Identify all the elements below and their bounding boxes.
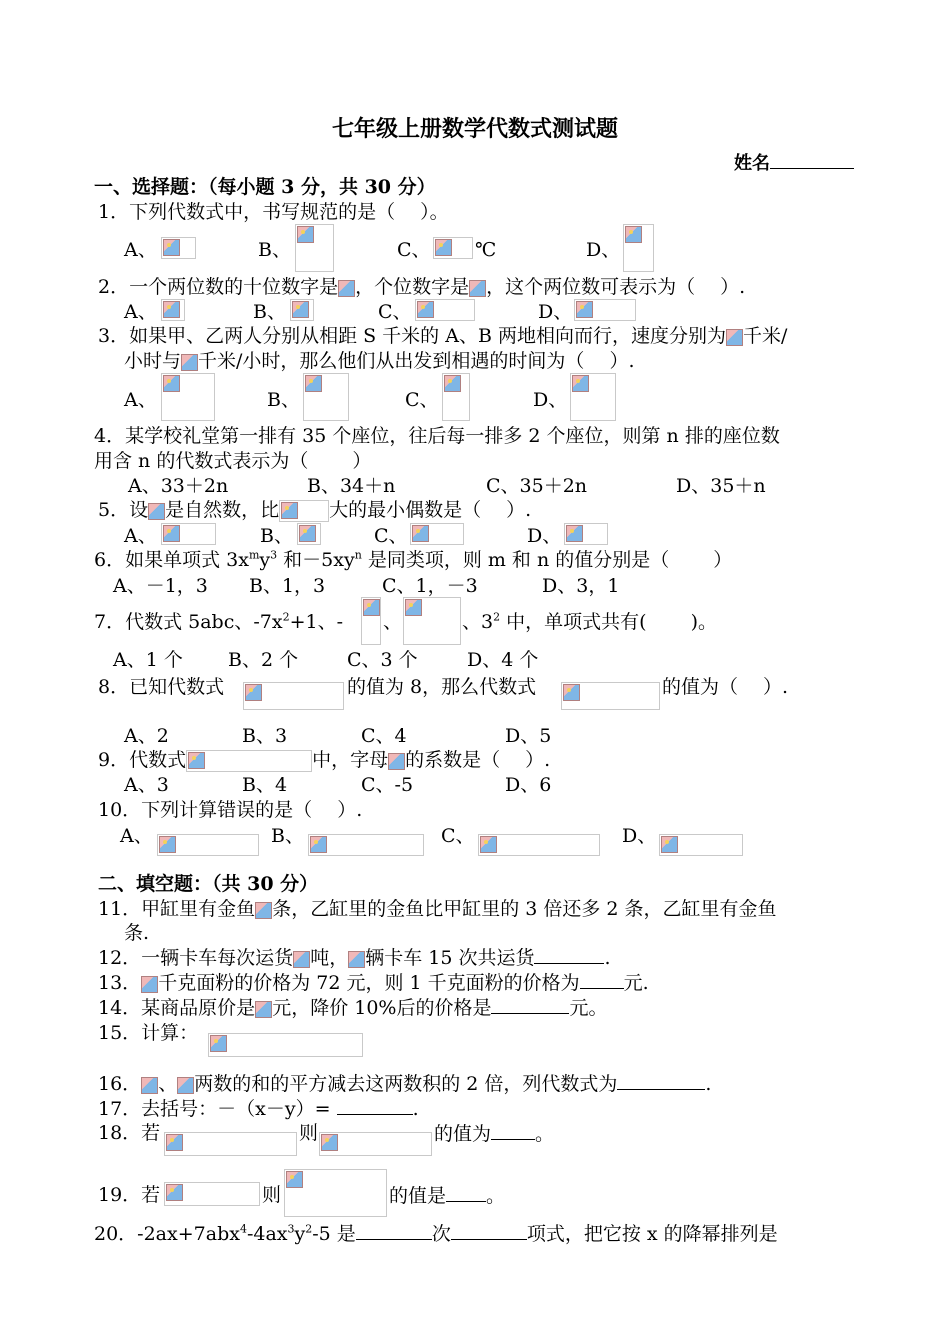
q16-part3: 两数的和的平方减去这两数积的 2 倍，列代数式为 bbox=[194, 1073, 618, 1095]
q7-stem-part4: 、3 bbox=[462, 611, 494, 633]
q3-option-c-label: C、 bbox=[405, 389, 439, 411]
q2-option-a-label: A、 bbox=[124, 301, 157, 323]
q4-option-d: D、35＋n bbox=[676, 475, 766, 497]
q19-part1: 19．若 bbox=[98, 1184, 161, 1206]
q4-option-a: A、33＋2n bbox=[128, 475, 229, 497]
q19-condition-image bbox=[164, 1182, 260, 1206]
q11-variable-image bbox=[255, 902, 272, 919]
q19-part2: 则 bbox=[262, 1184, 282, 1206]
q13-variable-image bbox=[141, 976, 158, 993]
q5-option-d-formula-image bbox=[564, 523, 608, 545]
q12-part3: 辆卡车 15 次共运货 bbox=[365, 947, 535, 969]
q10-option-c-label: C、 bbox=[441, 825, 475, 847]
q11-line1 bbox=[98, 897, 777, 921]
q1-option-a-formula-image bbox=[161, 237, 196, 259]
q16-part1: 16． bbox=[98, 1073, 142, 1095]
q13 bbox=[98, 970, 649, 995]
q6-option-c: C、1，－3 bbox=[382, 575, 478, 597]
q10-option-b-label: B、 bbox=[271, 825, 304, 847]
q12 bbox=[98, 945, 611, 970]
q9-stem-part3: 的系数是（ ）. bbox=[405, 749, 551, 771]
q20-part1: 20．-2ax+7abx bbox=[94, 1223, 240, 1245]
q18-part2: 则 bbox=[299, 1122, 319, 1144]
q9-option-b: B、4 bbox=[242, 774, 288, 796]
q18-expression-image bbox=[319, 1132, 432, 1156]
q5-stem-part3: 大的最小偶数是（ ）. bbox=[329, 499, 532, 521]
q8-expression1-image bbox=[243, 682, 344, 710]
q19-fraction-image bbox=[284, 1169, 387, 1217]
q5-option-a-label: A、 bbox=[124, 525, 157, 547]
q3-speed1-image bbox=[726, 329, 743, 346]
q6-stem-part1: 6．如果单项式 3x bbox=[94, 549, 249, 571]
q9-letter-image bbox=[388, 753, 405, 770]
q12-variable-b-image bbox=[348, 951, 365, 968]
q5-option-d-label: D、 bbox=[527, 525, 562, 547]
q13-answer-blank bbox=[580, 970, 624, 989]
q9-expression-image bbox=[186, 750, 312, 772]
q12-part2: 吨， bbox=[310, 947, 349, 969]
q8-option-a: A、2 bbox=[124, 725, 169, 747]
q9-option-a: A、3 bbox=[124, 774, 169, 796]
name-blank bbox=[770, 150, 854, 169]
q14-part2: 元，降价 10%后的价格是 bbox=[272, 997, 492, 1019]
q7-stem-part2: +1、- bbox=[289, 611, 344, 633]
q14 bbox=[98, 995, 607, 1020]
q13-part3: 元. bbox=[623, 972, 649, 994]
q3-line2-part1: 小时与 bbox=[124, 350, 182, 372]
q2-option-a-formula-image bbox=[161, 299, 185, 321]
q3-speed2-image bbox=[181, 354, 198, 371]
q11-line2: 条. bbox=[124, 922, 150, 944]
q8-stem-part1: 8．已知代数式 bbox=[98, 676, 225, 698]
q20-part2: -4ax bbox=[246, 1223, 288, 1245]
q13-part1: 13． bbox=[98, 972, 142, 994]
q17-part1: 17．去括号：－（x－y）= bbox=[98, 1098, 337, 1120]
q15-label: 15．计算： bbox=[98, 1022, 199, 1044]
q20-exp-2: 2 bbox=[305, 1222, 313, 1236]
q5-option-a-formula-image bbox=[161, 523, 216, 545]
q14-part3: 元。 bbox=[569, 997, 608, 1019]
q1-option-c-unit: ℃ bbox=[475, 239, 497, 261]
q15-expression-image bbox=[208, 1033, 363, 1057]
q14-answer-blank bbox=[491, 995, 569, 1014]
q18-part3 bbox=[434, 1121, 554, 1146]
q9-stem-part2: 中，字母 bbox=[312, 749, 389, 771]
q19-value-text: 的值是 bbox=[389, 1185, 447, 1207]
q14-part1: 14．某商品原价是 bbox=[98, 997, 256, 1019]
q4-line2: 用含 n 的代数式表示为（ ） bbox=[94, 450, 372, 472]
q20-part3: y bbox=[294, 1223, 306, 1245]
q2-stem-part3: ，这个两位数可表示为（ ）. bbox=[486, 276, 746, 298]
q3-option-b-label: B、 bbox=[267, 389, 300, 411]
section-choice-heading: 一、选择题：（每小题 3 分，共 30 分） bbox=[94, 176, 436, 198]
q20 bbox=[94, 1221, 778, 1246]
q9-stem-part1: 9．代数式 bbox=[98, 749, 187, 771]
q10-option-c-formula-image bbox=[478, 834, 600, 856]
q6-option-a: A、－1，3 bbox=[113, 575, 208, 597]
q7-stem-start bbox=[94, 610, 343, 634]
q17 bbox=[98, 1096, 419, 1121]
q2-units-digit-image bbox=[469, 280, 486, 297]
q3-option-a-formula-image bbox=[161, 373, 215, 421]
q2-stem-part2: ，个位数字是 bbox=[355, 276, 470, 298]
q11-part2: 条，乙缸里的金鱼比甲缸里的 3 倍还多 2 条，乙缸里有金鱼 bbox=[272, 898, 777, 920]
q7-stem-sep: 、 bbox=[383, 611, 403, 633]
q6-option-d: D、3，1 bbox=[542, 575, 620, 597]
q10-option-d-formula-image bbox=[659, 834, 743, 856]
q9-option-c: C、-5 bbox=[361, 774, 414, 796]
q7-fraction2-image bbox=[403, 597, 461, 645]
q19-answer-blank bbox=[446, 1183, 486, 1202]
q6-exp-m: m bbox=[248, 548, 260, 562]
q7-option-c: C、3 个 bbox=[347, 649, 418, 671]
q5-variable-image bbox=[148, 503, 165, 520]
q20-part6: 项式，把它按 x 的降幂排列是 bbox=[526, 1223, 778, 1245]
q8-option-d: D、5 bbox=[505, 725, 552, 747]
q2-option-b-label: B、 bbox=[253, 301, 286, 323]
q2-option-c-formula-image bbox=[415, 299, 475, 321]
q4-option-c: C、35＋2n bbox=[486, 475, 588, 497]
q3-line2 bbox=[124, 349, 635, 373]
q12-part1: 12．一辆卡车每次运货 bbox=[98, 947, 294, 969]
q3-option-d-label: D、 bbox=[533, 389, 568, 411]
q8-option-c: C、4 bbox=[361, 725, 407, 747]
q2-option-d-formula-image bbox=[574, 299, 636, 321]
q5-option-c-label: C、 bbox=[374, 525, 408, 547]
q3-line1 bbox=[98, 324, 787, 348]
q8-option-b: B、3 bbox=[242, 725, 288, 747]
q16-part2: 、 bbox=[158, 1073, 178, 1095]
q19-part3 bbox=[389, 1183, 505, 1208]
q17-answer-blank bbox=[337, 1096, 413, 1115]
q1-option-b-label: B、 bbox=[258, 239, 291, 261]
q20-part4: -5 是 bbox=[312, 1223, 356, 1245]
q18-end: 。 bbox=[535, 1123, 555, 1145]
q11-part1: 11．甲缸里有金鱼 bbox=[98, 898, 256, 920]
q3-option-a-label: A、 bbox=[124, 389, 157, 411]
q5-expression-image bbox=[279, 500, 329, 522]
q1-option-d-formula-image bbox=[623, 224, 654, 272]
q2-tens-digit-image bbox=[338, 280, 355, 297]
q6-stem-part3: 和－5xy bbox=[277, 549, 355, 571]
q20-part5: 次 bbox=[431, 1223, 451, 1245]
q2-option-c-label: C、 bbox=[378, 301, 412, 323]
q10-option-b-formula-image bbox=[308, 834, 424, 856]
q10-stem: 10．下列计算错误的是（ ）. bbox=[98, 799, 363, 821]
q3-line1-part1: 3．如果甲、乙两人分别从相距 S 千米的 A、B 两地相向而行，速度分别为 bbox=[98, 325, 726, 347]
q18-answer-blank bbox=[491, 1121, 535, 1140]
q5-stem-part2: 是自然数，比 bbox=[165, 499, 280, 521]
q1-option-c-formula-image bbox=[433, 237, 473, 259]
q16-part4: . bbox=[705, 1073, 712, 1095]
q7-exp-2b: 2 bbox=[493, 610, 501, 624]
q18-condition-image bbox=[164, 1132, 297, 1156]
q18-part1: 18．若 bbox=[98, 1122, 161, 1144]
q20-terms-blank bbox=[451, 1221, 527, 1240]
name-field bbox=[734, 149, 854, 175]
q7-option-d: D、4 个 bbox=[467, 649, 539, 671]
q3-option-c-formula-image bbox=[442, 373, 470, 421]
name-label: 姓名 bbox=[734, 153, 770, 174]
q20-degree-blank bbox=[356, 1221, 432, 1240]
q16 bbox=[98, 1071, 711, 1096]
q1-option-c-label: C、 bbox=[397, 239, 431, 261]
q10-option-d-label: D、 bbox=[622, 825, 657, 847]
q2-option-b-formula-image bbox=[290, 299, 314, 321]
q7-option-b: B、2 个 bbox=[228, 649, 299, 671]
q12-variable-a-image bbox=[293, 951, 310, 968]
q2-stem bbox=[98, 275, 745, 299]
q7-option-a: A、1 个 bbox=[113, 649, 183, 671]
q5-option-c-formula-image bbox=[410, 523, 464, 545]
q3-line2-part2: 千米/小时，那么他们从出发到相遇的时间为（ ）. bbox=[198, 350, 635, 372]
q19-end: 。 bbox=[486, 1185, 506, 1207]
q7-stem-end bbox=[462, 610, 717, 634]
q16-variable-a-image bbox=[141, 1077, 158, 1094]
q13-part2: 千克面粉的价格为 72 元，则 1 千克面粉的价格为 bbox=[158, 972, 580, 994]
q17-part2: . bbox=[412, 1098, 419, 1120]
q2-stem-part1: 2．一个两位数的十位数字是 bbox=[98, 276, 339, 298]
q9-option-d: D、6 bbox=[505, 774, 552, 796]
q12-answer-blank bbox=[534, 945, 604, 964]
q4-option-b: B、34＋n bbox=[307, 475, 396, 497]
q1-option-a-label: A、 bbox=[124, 239, 157, 261]
q7-stem-part1: 7．代数式 5abc、-7x bbox=[94, 611, 283, 633]
q2-option-d-label: D、 bbox=[538, 301, 573, 323]
q12-part4: . bbox=[604, 947, 611, 969]
q3-option-d-formula-image bbox=[570, 373, 616, 421]
q18-value-text: 的值为 bbox=[434, 1123, 492, 1145]
q6-option-b: B、1，3 bbox=[249, 575, 326, 597]
q3-line1-part2: 千米/ bbox=[742, 325, 788, 347]
q4-line1: 4．某学校礼堂第一排有 35 个座位，往后每一排多 2 个座位，则第 n 排的座位数 bbox=[94, 425, 780, 447]
q5-stem bbox=[98, 498, 531, 522]
q16-answer-blank bbox=[617, 1071, 705, 1090]
section-fill-heading: 二、填空题：（共 30 分） bbox=[98, 873, 319, 895]
q5-option-b-formula-image bbox=[297, 523, 321, 545]
q7-exp-2: 2 bbox=[282, 610, 290, 624]
q9-stem bbox=[98, 748, 550, 772]
q3-option-b-formula-image bbox=[303, 373, 349, 421]
page-title: 七年级上册数学代数式测试题 bbox=[331, 116, 618, 142]
q6-exp-n: n bbox=[354, 548, 362, 562]
q14-variable-image bbox=[255, 1001, 272, 1018]
q6-stem bbox=[94, 548, 732, 572]
q7-fraction1-image bbox=[361, 597, 381, 645]
q5-stem-part1: 5．设 bbox=[98, 499, 149, 521]
q10-option-a-label: A、 bbox=[120, 825, 153, 847]
q7-stem-part5: 中，单项式共有( )。 bbox=[500, 611, 717, 633]
q20-exp-3: 3 bbox=[287, 1222, 295, 1236]
q8-stem-part3: 的值为（ ）. bbox=[662, 676, 789, 698]
q6-exp-3: 3 bbox=[270, 548, 278, 562]
q1-option-d-label: D、 bbox=[586, 239, 621, 261]
q8-stem-part2: 的值为 8，那么代数式 bbox=[347, 676, 537, 698]
q10-option-a-formula-image bbox=[157, 834, 259, 856]
q16-variable-b-image bbox=[177, 1077, 194, 1094]
q8-expression2-image bbox=[561, 682, 660, 710]
q1-stem: 1．下列代数式中，书写规范的是（ ）。 bbox=[98, 201, 449, 223]
q5-option-b-label: B、 bbox=[260, 525, 293, 547]
q6-stem-part2: y bbox=[259, 549, 271, 571]
q6-stem-part4: 是同类项，则 m 和 n 的值分别是（ ） bbox=[361, 549, 733, 571]
q20-exp-4: 4 bbox=[239, 1222, 247, 1236]
q1-option-b-formula-image bbox=[295, 224, 334, 272]
